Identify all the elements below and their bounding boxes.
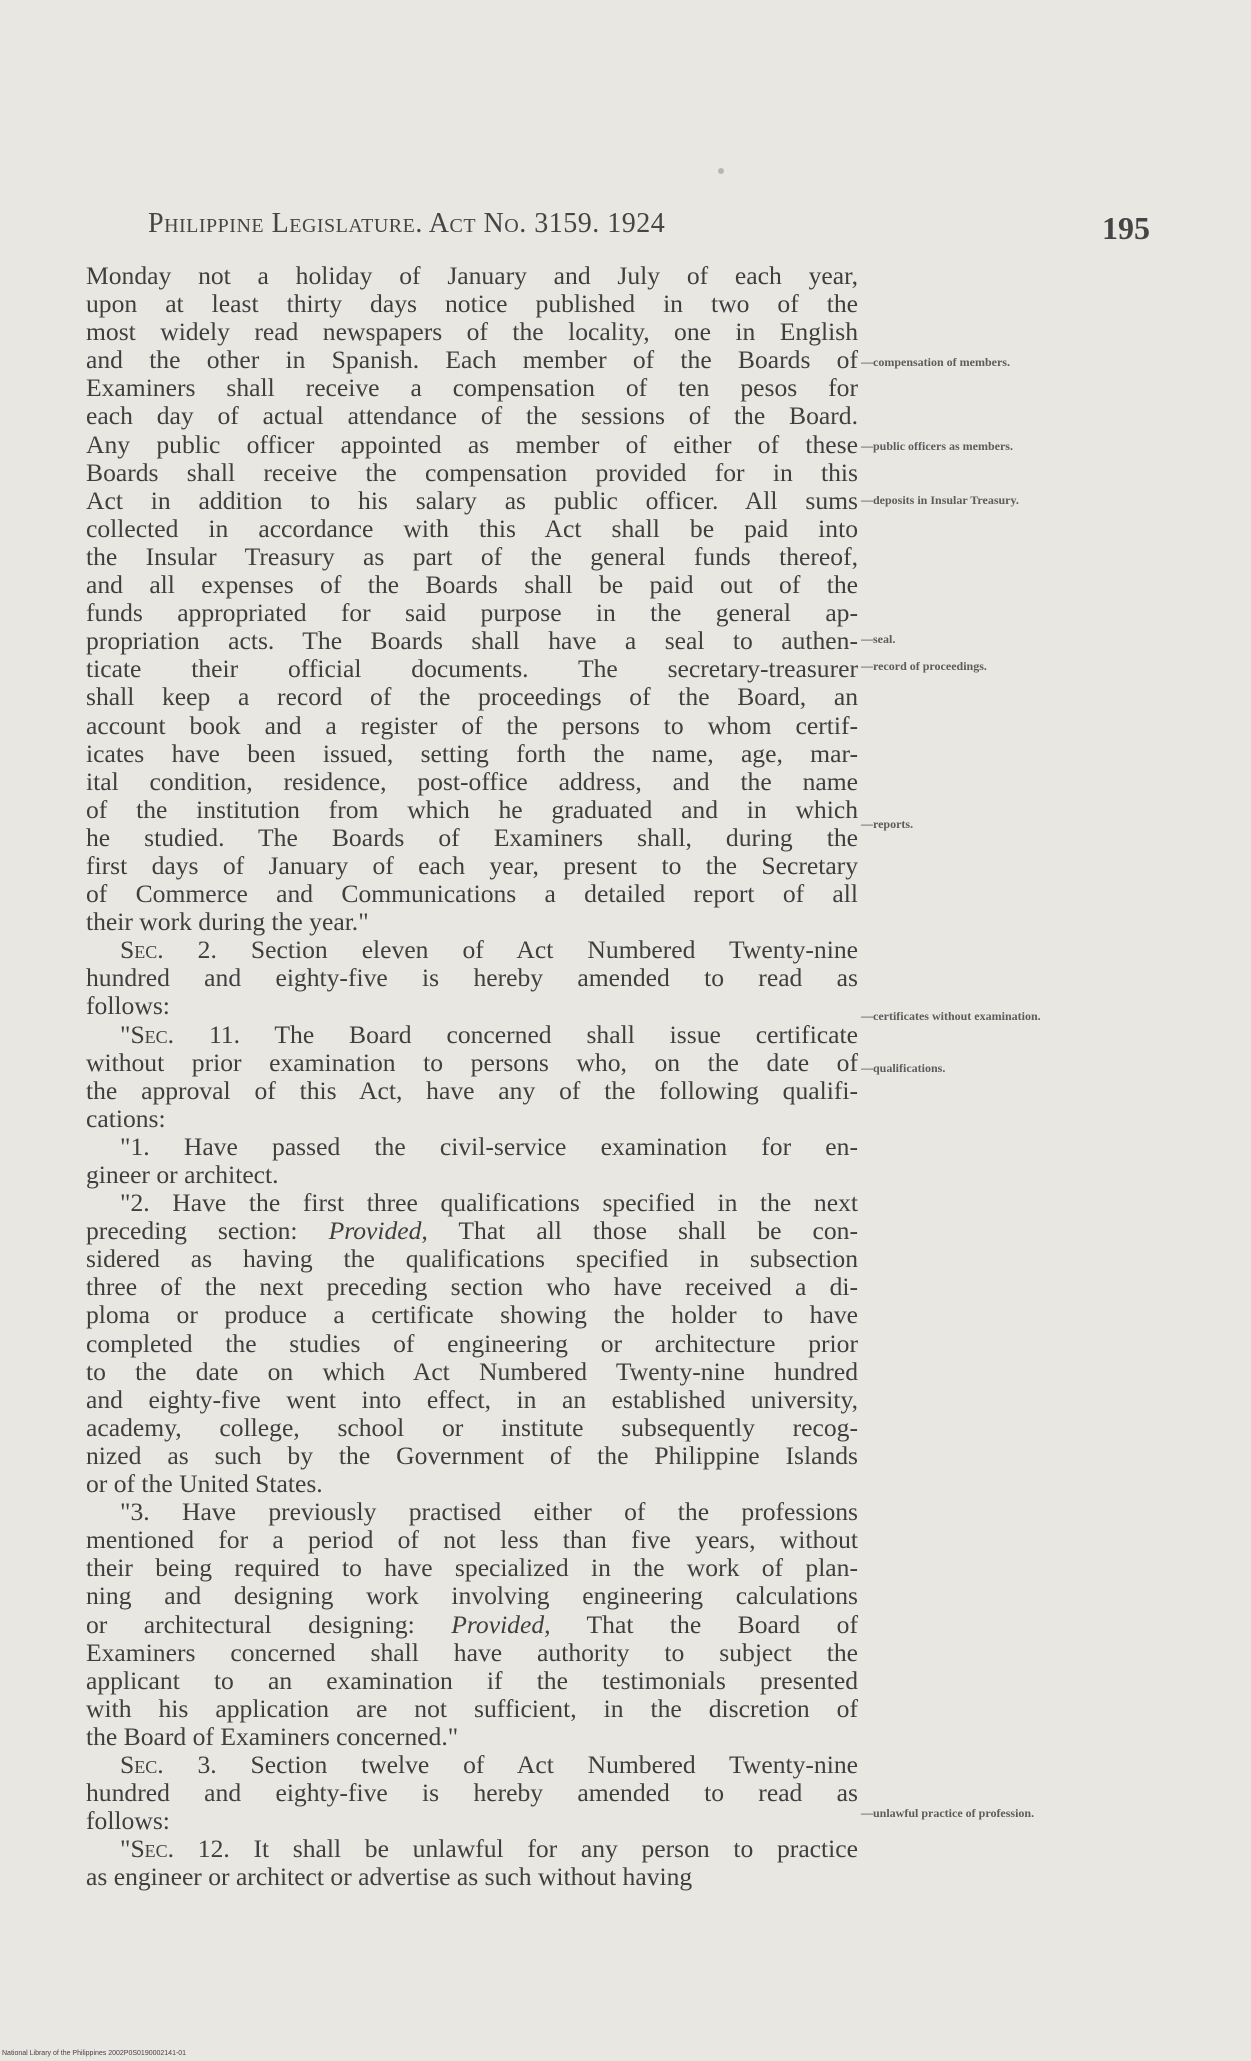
line-text: 2. Section eleven of Act Numbered Twenty-nine — [163, 935, 858, 965]
line-text: That the Board of — [550, 1609, 858, 1639]
line-text: upon at least thirty days notice published in two of the — [86, 289, 858, 319]
text-line — [86, 1133, 858, 1161]
text-line — [86, 1639, 858, 1667]
margin-note: —seal. — [861, 632, 896, 646]
text-line — [86, 571, 858, 599]
line-text: follows: — [86, 991, 170, 1021]
line-text: 12. It shall be unlawful for any person to practice — [174, 1834, 858, 1864]
text-line — [86, 1751, 858, 1779]
line-text: That all those shall be con- — [427, 1216, 858, 1246]
text-line — [86, 683, 858, 711]
body-text — [86, 262, 858, 1891]
scan-footer: National Library of the Philippines 2002P0S0190002141-01 — [2, 2050, 187, 2057]
line-text: propriation acts. The Boards shall have a seal to authen- — [86, 626, 858, 656]
running-head: Philippine Legislature. Act No. 3159. 1924 — [148, 208, 666, 239]
line-text: follows: — [86, 1806, 170, 1836]
line-text: account book and a register of the persons to whom certif- — [86, 710, 858, 740]
line-text: 3. Section twelve of Act Numbered Twenty-nine — [163, 1749, 858, 1779]
line-text: cations: — [86, 1103, 166, 1133]
line-text: of the institution from which he graduated and in which — [86, 794, 858, 824]
text-line — [86, 1835, 858, 1863]
line-text: of Commerce and Communications a detailed report of all — [86, 879, 858, 909]
text-line — [86, 740, 858, 768]
text-line — [86, 431, 858, 459]
line-text: collected in accordance with this Act shall be paid into — [86, 513, 858, 543]
text-line — [86, 964, 858, 992]
text-line — [86, 1105, 858, 1133]
text-line — [86, 346, 858, 374]
line-text: academy, college, school or institute subsequently recog- — [86, 1412, 858, 1442]
text-line — [86, 908, 858, 936]
line-text: hundred and eighty-five is hereby amended to read as — [86, 1778, 858, 1808]
section-label: "Sec. — [120, 1834, 175, 1864]
line-text: their work during the year." — [86, 907, 369, 937]
text-line — [86, 374, 858, 402]
line-text: Act in addition to his salary as public officer. All sums — [86, 485, 858, 515]
text-line — [86, 1611, 858, 1639]
line-text: funds appropriated for said purpose in the general ap- — [86, 598, 858, 628]
line-text: nized as such by the Government of the Philippine Islands — [86, 1440, 858, 1470]
line-text: and all expenses of the Boards shall be paid out of the — [86, 570, 858, 600]
text-line — [86, 515, 858, 543]
text-line — [86, 543, 858, 571]
line-text: each day of actual attendance of the sessions of the Board. — [86, 401, 858, 431]
line-text: mentioned for a period of not less than five years, without — [86, 1525, 858, 1555]
text-line — [86, 1863, 858, 1891]
line-text: 11. The Board concerned shall issue certificate — [174, 1019, 858, 1049]
line-text: most widely read newspapers of the locality, one in English — [86, 317, 858, 347]
line-text: ticate their official documents. The secretary-treasurer — [86, 654, 858, 684]
text-line — [86, 1077, 858, 1105]
text-line — [86, 1723, 858, 1751]
text-line — [86, 1301, 858, 1329]
text-line — [86, 1386, 858, 1414]
text-line — [86, 824, 858, 852]
margin-note: —record of proceedings. — [861, 659, 987, 673]
text-line — [86, 1161, 858, 1189]
text-line — [86, 1245, 858, 1273]
margin-note: —public officers as members. — [861, 439, 1013, 453]
line-text: Monday not a holiday of January and July of each year, — [86, 261, 858, 290]
text-line — [86, 290, 858, 318]
line-text: the Insular Treasury as part of the general funds thereof, — [86, 541, 858, 571]
text-line — [86, 1189, 858, 1217]
line-text: and eighty-five went into effect, in an established university, — [86, 1384, 858, 1414]
line-text: sidered as having the qualifications specified in subsection — [86, 1244, 858, 1274]
text-line — [86, 459, 858, 487]
line-text: without prior examination to persons who, on the date of — [86, 1047, 858, 1077]
line-text: first days of January of each year, present to the Secretary — [86, 850, 858, 880]
italic-term: Provided, — [328, 1216, 428, 1246]
text-line — [86, 796, 858, 824]
text-line — [86, 992, 858, 1020]
margin-note: —qualifications. — [861, 1061, 946, 1075]
line-text: the approval of this Act, have any of the following qualifi- — [86, 1075, 858, 1105]
text-line — [86, 1273, 858, 1301]
text-line — [86, 880, 858, 908]
line-text: three of the next preceding section who have received a di- — [86, 1272, 858, 1302]
text-line — [86, 1582, 858, 1610]
text-line — [86, 318, 858, 346]
text-line — [86, 1526, 858, 1554]
line-text: shall keep a record of the proceedings of the Board, an — [86, 682, 858, 712]
text-line — [86, 1414, 858, 1442]
line-text: to the date on which Act Numbered Twenty-nine hundred — [86, 1356, 858, 1386]
line-text: with his application are not sufficient, in the discretion of — [86, 1693, 858, 1723]
text-line — [86, 627, 858, 655]
line-text: "3. Have previously practised either of the professions — [120, 1497, 858, 1527]
text-line — [86, 1442, 858, 1470]
text-line — [86, 599, 858, 627]
line-text: hundred and eighty-five is hereby amended to read as — [86, 963, 858, 993]
line-text: ital condition, residence, post-office address, and the name — [86, 766, 858, 796]
text-line — [86, 402, 858, 430]
text-line — [86, 1330, 858, 1358]
margin-note: —deposits in Insular Treasury. — [861, 493, 1019, 507]
line-text: ploma or produce a certificate showing the holder to have — [86, 1300, 858, 1330]
text-line — [86, 1779, 858, 1807]
text-line — [86, 1470, 858, 1498]
line-text: he studied. The Boards of Examiners shall, during the — [86, 822, 858, 852]
page-number: 195 — [1102, 210, 1150, 246]
margin-note: —certificates without examination. — [861, 1009, 1041, 1023]
text-line — [86, 1498, 858, 1526]
line-text: or of the United States. — [86, 1469, 323, 1499]
margin-note: —reports. — [861, 817, 914, 831]
decorative-dot — [718, 168, 724, 174]
text-line — [86, 1554, 858, 1582]
line-text: and the other in Spanish. Each member of the Boards of — [86, 345, 858, 375]
line-text: or architectural designing: — [86, 1609, 452, 1639]
section-label: "Sec. — [120, 1019, 175, 1049]
text-line — [86, 1049, 858, 1077]
line-text: Examiners concerned shall have authority to subject the — [86, 1637, 858, 1667]
section-label: Sec. — [120, 935, 164, 965]
text-line — [86, 936, 858, 964]
line-text: the Board of Examiners concerned." — [86, 1721, 459, 1751]
line-text: gineer or architect. — [86, 1160, 279, 1189]
text-line — [86, 1695, 858, 1723]
text-line — [86, 262, 858, 290]
margin-note: —unlawful practice of profession. — [861, 1806, 1035, 1820]
line-text: Examiners shall receive a compensation of ten pesos for — [86, 373, 858, 403]
line-text: icates have been issued, setting forth the name, age, mar- — [86, 738, 858, 768]
line-text: applicant to an examination if the testimonials presented — [86, 1665, 858, 1695]
line-text: "2. Have the first three qualifications specified in the next — [120, 1188, 858, 1218]
text-line — [86, 1217, 858, 1245]
section-label: Sec. — [120, 1749, 164, 1779]
text-line — [86, 1667, 858, 1695]
text-line — [86, 768, 858, 796]
line-text: Any public officer appointed as member of either of these — [86, 429, 858, 459]
text-line — [86, 1807, 858, 1835]
line-text: ning and designing work involving engineering calculations — [86, 1581, 858, 1611]
text-line — [86, 1021, 858, 1049]
text-line — [86, 852, 858, 880]
italic-term: Provided, — [451, 1609, 551, 1639]
line-text: completed the studies of engineering or architecture prior — [86, 1328, 858, 1358]
text-line — [86, 1358, 858, 1386]
line-text: their being required to have specialized in the work of plan- — [86, 1553, 858, 1583]
text-line — [86, 655, 858, 683]
line-text: as engineer or architect or advertise as such without having — [86, 1862, 693, 1892]
line-text: Boards shall receive the compensation provided for in this — [86, 457, 858, 487]
margin-note: —compensation of members. — [861, 355, 1010, 369]
text-line — [86, 487, 858, 515]
text-line — [86, 712, 858, 740]
line-text: "1. Have passed the civil-service examination for en- — [120, 1131, 858, 1161]
line-text: preceding section: — [86, 1216, 329, 1246]
